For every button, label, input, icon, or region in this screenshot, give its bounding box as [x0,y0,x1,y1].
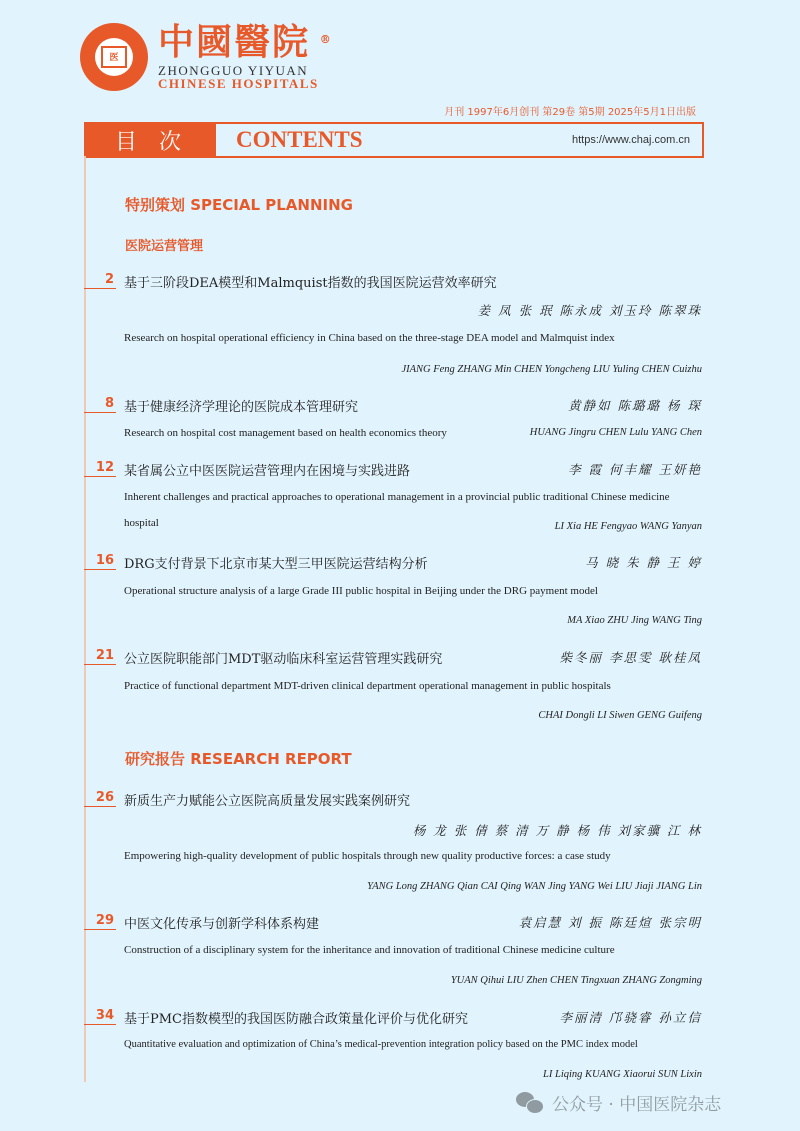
cn-title[interactable]: DRG支付背景下北京市某大型三甲医院运营结构分析 [124,557,428,572]
cn-authors: 袁启慧 刘 振 陈廷煊 张宗明 [518,915,702,930]
en-authors: LI Xia HE Fengyao WANG Yanyan [554,521,702,532]
page-number: 34 [95,1008,114,1023]
watermark-text: 公众号 · 中国医院杂志 [552,1095,722,1115]
cn-authors: 杨 龙 张 倩 蔡 清 万 静 杨 伟 刘家骥 江 林 [412,823,702,838]
brand-cn: 中國醫院 ® [158,21,333,63]
left-margin-rule [84,156,86,1082]
en-authors: HUANG Jingru CHEN Lulu YANG Chen [529,427,702,438]
en-title[interactable]: Research on hospital operational efficiency in China based on the three-stage DEA model and Malmquist index [124,332,615,344]
cn-authors: 马 晓 朱 静 王 婷 [585,555,702,570]
page-underline [84,412,116,413]
journal-logo [80,21,333,91]
page-underline [84,288,116,289]
brand-block [158,21,333,91]
en-title[interactable]: Research on hospital cost management based on health economics theory [124,427,447,439]
en-title[interactable]: Quantitative evaluation and optimization of China’s medical-prevention integration policy based on the PMC index model [124,1039,638,1050]
page-number: 26 [95,790,114,805]
en-title[interactable]: Operational structure analysis of a large Grade III public hospital in Beijing under the DRG payment model [124,585,598,597]
wechat-watermark [516,1090,721,1115]
contents-cn-label: 目次 [86,124,216,156]
en-authors: LI Liqing KUANG Xiaorui SUN Lixin [543,1069,702,1080]
page-number: 8 [104,396,114,411]
page-underline [84,929,116,930]
cn-title[interactable]: 中医文化传承与创新学科体系构建 [124,917,320,932]
contents-banner [84,122,704,158]
cn-title[interactable]: 新质生产力赋能公立医院高质量发展实践案例研究 [124,794,411,809]
page-underline [84,569,116,570]
issue-info: 月刊 1997年6月创刊 第29卷 第5期 2025年5月1日出版 [444,107,696,118]
en-authors: JIANG Feng ZHANG Min CHEN Yongcheng LIU Yuling CHEN Cuizhu [401,364,702,375]
page-underline [84,806,116,807]
seal-center: 医 [101,46,127,68]
seal-emblem-icon [80,23,148,91]
page-underline [84,664,116,665]
page-number: 21 [95,648,114,663]
page-underline [84,476,116,477]
cn-authors: 柴冬丽 李思雯 耿桂凤 [559,650,702,665]
section-title-research-report: 研究报告 RESEARCH REPORT [125,750,352,768]
contents-en-label: CONTENTS [236,127,363,152]
cn-title[interactable]: 某省属公立中医医院运营管理内在困境与实践进路 [124,464,411,479]
en-authors: CHAI Dongli LI Siwen GENG Guifeng [538,710,702,721]
cn-authors: 李丽清 邝骁睿 孙立信 [559,1010,702,1025]
en-title[interactable]: Empowering high-quality development of public hospitals through new quality productive forces: a case study [124,850,611,862]
cn-authors: 李 霞 何丰耀 王妍艳 [568,462,702,477]
cn-authors: 黄静如 陈璐璐 杨 琛 [568,398,702,413]
cn-title[interactable]: 基于健康经济学理论的医院成本管理研究 [124,400,359,415]
journal-url-link[interactable]: https://www.chaj.com.cn [572,134,690,146]
page-number: 12 [95,460,114,475]
page-number: 29 [95,913,114,928]
brand-en-pinyin: ZHONGGUO YIYUAN [158,63,309,78]
page-underline [84,1024,116,1025]
brand-en-name: CHINESE HOSPITALS [158,76,319,91]
en-title[interactable]: Practice of functional department MDT-driven clinical department operational management in public hospitals [124,680,611,692]
en-authors: YUAN Qihui LIU Zhen CHEN Tingxuan ZHANG Zongming [450,975,702,986]
subsection-title-hospital-operations: 医院运营管理 [125,239,204,254]
en-authors: YANG Long ZHANG Qian CAI Qing WAN Jing YANG Wei LIU Jiaji JIANG Lin [367,881,702,892]
cn-authors: 姜 凤 张 珉 陈永成 刘玉玲 陈翠珠 [477,303,702,318]
page-number: 2 [104,272,114,287]
cn-title[interactable]: 基于三阶段DEA模型和Malmquist指数的我国医院运营效率研究 [124,276,497,291]
page-number: 16 [95,553,114,568]
cn-title[interactable]: 基于PMC指数模型的我国医防融合政策量化评价与优化研究 [124,1012,469,1027]
registered-mark: ® [319,33,333,46]
cn-title[interactable]: 公立医院职能部门MDT驱动临床科室运营管理实践研究 [124,652,443,667]
en-title[interactable]: Inherent challenges and practical approaches to operational management in a provincial public traditional Chinese medicine hospital [124,491,670,529]
en-title[interactable]: Construction of a disciplinary system for the inheritance and innovation of traditional Chinese medicine culture [124,944,615,956]
wechat-icon [516,1092,544,1114]
en-authors: MA Xiao ZHU Jing WANG Ting [567,615,702,626]
section-title-special-planning: 特别策划 SPECIAL PLANNING [125,196,353,214]
